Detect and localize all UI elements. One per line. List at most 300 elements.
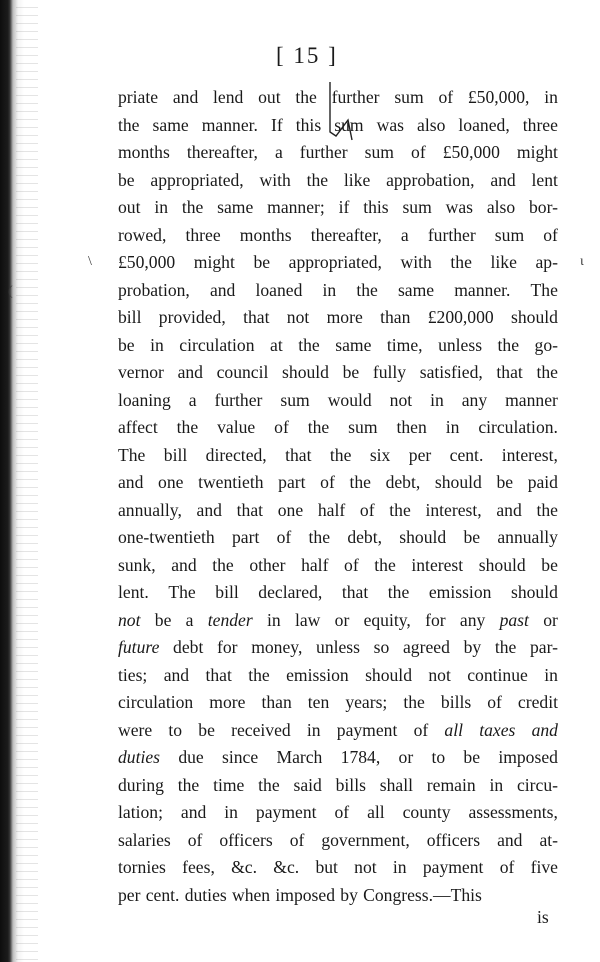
- word: and: [209, 279, 236, 300]
- word: rowed,: [118, 224, 167, 245]
- word: the: [497, 334, 520, 355]
- word: in: [544, 87, 558, 107]
- text-line: [118, 607, 558, 635]
- word: years;: [345, 692, 388, 712]
- word: ties;: [118, 664, 148, 685]
- word: in: [544, 664, 558, 685]
- word: payment: [422, 857, 484, 877]
- word: sum: [348, 417, 378, 437]
- word: manner;: [267, 197, 325, 217]
- word: that: [285, 444, 312, 465]
- text-line: [118, 442, 558, 470]
- word: payment: [336, 719, 398, 740]
- text-line: [118, 84, 558, 112]
- word: would: [327, 389, 372, 410]
- word: if: [338, 197, 350, 217]
- word: duties: [184, 884, 227, 905]
- word: should: [365, 664, 412, 685]
- text-line: [118, 112, 558, 140]
- word: in: [430, 389, 444, 410]
- word: in: [224, 802, 238, 822]
- word: shall: [379, 774, 413, 795]
- word: and: [118, 472, 144, 492]
- word: per: [408, 444, 432, 465]
- word: unless: [316, 637, 360, 657]
- word: If: [270, 114, 283, 135]
- word: the: [248, 664, 270, 685]
- word: due: [178, 747, 204, 767]
- word: assessments,: [468, 802, 558, 822]
- text-line: [118, 139, 558, 167]
- word: so: [373, 637, 390, 657]
- word: months: [118, 142, 170, 162]
- word: lend: [213, 87, 244, 107]
- word: imposed: [275, 884, 335, 905]
- word: of: [487, 692, 502, 712]
- margin-mark: ι: [580, 254, 584, 269]
- word: six: [369, 444, 391, 465]
- text-line: [118, 222, 558, 250]
- word: approbation,: [386, 169, 475, 190]
- word: thereafter,: [310, 224, 382, 245]
- word: bills: [335, 774, 366, 795]
- text-line: [118, 469, 558, 497]
- word: be: [118, 334, 135, 355]
- word: lent: [531, 169, 558, 190]
- word: paid: [527, 472, 558, 492]
- word: tornies: [118, 857, 166, 877]
- word: the: [307, 417, 330, 437]
- word: the: [450, 252, 472, 272]
- word: annually: [497, 527, 558, 547]
- word: go-: [534, 334, 558, 355]
- word: provided,: [158, 307, 226, 327]
- word: and: [497, 829, 523, 850]
- word: sum: [394, 87, 424, 107]
- word: at: [270, 334, 283, 355]
- word: out: [258, 87, 281, 107]
- word: manner.: [454, 279, 511, 300]
- word: in: [306, 719, 321, 740]
- word: government,: [321, 829, 410, 850]
- word: equity,: [363, 609, 411, 630]
- word: Congress.—This: [363, 884, 482, 905]
- word: circulation: [179, 334, 255, 355]
- word: any: [461, 389, 488, 410]
- word: be: [496, 472, 514, 492]
- text-line: [118, 332, 558, 360]
- word: the: [295, 87, 317, 107]
- word: that: [341, 582, 369, 602]
- word: The: [118, 444, 146, 465]
- word: should: [399, 527, 447, 547]
- word: thereafter,: [186, 142, 258, 162]
- text-line: [118, 277, 558, 305]
- word: emission: [286, 664, 349, 685]
- word: circulation: [118, 692, 194, 712]
- word: be: [463, 527, 481, 547]
- word: for: [425, 609, 446, 630]
- word: bills: [440, 692, 472, 712]
- word: be: [342, 362, 360, 382]
- word: at-: [539, 829, 558, 850]
- word: bill: [215, 582, 239, 602]
- word: probation,: [118, 279, 190, 300]
- word: out: [118, 197, 141, 217]
- text-line: [118, 359, 558, 387]
- word: of: [344, 554, 359, 575]
- word: a: [185, 609, 194, 630]
- word: same: [335, 334, 372, 355]
- text-line: [118, 552, 558, 580]
- word: lent.: [118, 582, 149, 602]
- word: of: [413, 719, 429, 740]
- word: should: [511, 307, 558, 327]
- word: and: [496, 499, 522, 520]
- text-line: [118, 579, 558, 607]
- word: also: [486, 197, 516, 217]
- word: further: [427, 224, 476, 245]
- word: that: [236, 499, 264, 520]
- word: same: [217, 197, 254, 217]
- word: in: [150, 334, 164, 355]
- word: in: [266, 609, 281, 630]
- word: further: [331, 87, 380, 107]
- word: £200,000: [427, 307, 494, 327]
- word: the: [308, 527, 331, 547]
- word: the: [494, 637, 517, 657]
- word: 1784,: [340, 747, 381, 767]
- word: in: [322, 279, 337, 300]
- word: not: [354, 857, 377, 877]
- word: five: [530, 857, 558, 877]
- text-line: [118, 249, 558, 277]
- word: bill: [163, 444, 188, 465]
- word: and: [196, 499, 222, 520]
- word: satisfied,: [419, 362, 483, 382]
- word: be: [541, 554, 558, 575]
- word: and: [177, 362, 203, 382]
- text-line: [118, 497, 558, 525]
- word: annually,: [118, 499, 182, 520]
- word: continue: [467, 664, 528, 685]
- word: three: [522, 114, 558, 135]
- word: The: [530, 279, 558, 300]
- word: the: [536, 499, 558, 520]
- word: circu-: [516, 774, 558, 795]
- word: county: [402, 802, 451, 822]
- word: the: [387, 582, 410, 602]
- word: in: [445, 417, 460, 437]
- word: that: [243, 307, 270, 327]
- word: received: [231, 719, 291, 740]
- word: more: [326, 307, 363, 327]
- text-line: [118, 414, 558, 442]
- word: the: [403, 692, 425, 712]
- word: might: [516, 142, 558, 162]
- word: agreed: [403, 637, 450, 657]
- word: law: [294, 609, 321, 630]
- word: of: [187, 829, 203, 850]
- text-line: [118, 634, 558, 662]
- margin-mark: \: [88, 254, 92, 269]
- word: than: [261, 692, 292, 712]
- word: past: [499, 609, 529, 630]
- word: this: [363, 197, 389, 217]
- word: not: [118, 609, 141, 630]
- word: remain: [426, 774, 476, 795]
- word: the: [306, 169, 329, 190]
- word: that: [205, 664, 232, 685]
- text-line: [118, 524, 558, 552]
- word: par-: [530, 637, 558, 657]
- word: &c.: [231, 857, 258, 877]
- word: unless: [438, 334, 483, 355]
- word: three: [185, 224, 221, 245]
- word: any: [459, 609, 486, 630]
- word: the: [258, 774, 280, 795]
- word: might: [193, 252, 235, 272]
- word: like: [490, 252, 517, 272]
- word: of: [274, 417, 289, 437]
- word: be: [253, 252, 271, 272]
- word: manner.: [201, 114, 258, 135]
- word: debt,: [347, 527, 383, 547]
- word: bill: [118, 307, 142, 327]
- text-line: [118, 167, 558, 195]
- text-line: [118, 304, 558, 332]
- word: were: [118, 719, 153, 740]
- word: a: [188, 389, 197, 410]
- word: &c.: [273, 857, 300, 877]
- word: fully: [372, 362, 407, 382]
- word: or: [334, 609, 350, 630]
- word: and: [490, 169, 516, 190]
- word: one: [277, 499, 304, 520]
- word: cent.: [145, 884, 180, 905]
- word: twentieth: [198, 472, 264, 492]
- word: the: [329, 444, 352, 465]
- word: was: [445, 197, 473, 217]
- word: emission: [428, 582, 492, 602]
- word: officers: [426, 829, 481, 850]
- word: the: [298, 334, 320, 355]
- word: or: [543, 609, 558, 630]
- word: interest,: [425, 499, 482, 520]
- word: affect: [118, 417, 158, 437]
- word: the: [356, 279, 378, 300]
- gutter-texture: [16, 0, 38, 962]
- word: manner: [505, 389, 558, 410]
- word: further: [299, 142, 348, 162]
- word: March: [276, 747, 323, 767]
- word: council: [216, 362, 269, 382]
- word: to: [431, 747, 446, 767]
- word: interest,: [501, 444, 558, 465]
- word: and: [172, 87, 199, 107]
- word: priate: [118, 87, 159, 107]
- word: like: [343, 169, 371, 190]
- word: all: [367, 802, 385, 822]
- word: months: [239, 224, 292, 245]
- text-line: [118, 662, 558, 690]
- word: ap-: [535, 252, 558, 272]
- word: cent.: [449, 444, 484, 465]
- word: part: [278, 472, 306, 492]
- text-line: [118, 744, 558, 772]
- word: interest: [411, 554, 464, 575]
- word: by: [340, 884, 358, 905]
- word: value: [217, 417, 256, 437]
- word: tender: [207, 609, 253, 630]
- text-line: [118, 827, 558, 855]
- word: the: [389, 499, 411, 520]
- word: loaning: [118, 389, 171, 410]
- word: the: [374, 554, 396, 575]
- text-line: [118, 689, 558, 717]
- word: taxes: [479, 719, 516, 740]
- word: during: [118, 774, 164, 795]
- word: fees,: [182, 857, 215, 877]
- word: be: [463, 747, 481, 767]
- word: time,: [386, 334, 423, 355]
- margin-mark: (: [8, 284, 13, 299]
- word: not: [428, 664, 451, 685]
- word: time: [213, 774, 245, 795]
- word: the: [212, 554, 234, 575]
- word: of: [359, 499, 375, 520]
- word: and: [531, 719, 558, 740]
- word: also: [417, 114, 446, 135]
- word: imposed: [498, 747, 558, 767]
- word: with: [400, 252, 432, 272]
- word: sum: [494, 224, 525, 245]
- word: sum: [364, 142, 394, 162]
- word: of: [438, 87, 454, 107]
- word: in: [489, 774, 504, 795]
- word: since: [222, 747, 259, 767]
- word: than: [380, 307, 411, 327]
- word: the: [181, 197, 204, 217]
- word: sunk,: [118, 554, 156, 575]
- word: appropriated,: [150, 169, 244, 190]
- word: of: [334, 802, 350, 822]
- word: £50,000: [442, 142, 500, 162]
- text-line: [118, 717, 558, 745]
- word: of: [276, 527, 292, 547]
- word: officers: [219, 829, 273, 850]
- word: one-twentieth: [118, 527, 215, 547]
- word: future: [118, 637, 160, 657]
- word: sum: [402, 197, 432, 217]
- word: should: [510, 582, 558, 602]
- word: or: [398, 747, 414, 767]
- word: of: [320, 472, 335, 492]
- word: and: [171, 554, 197, 575]
- text-line: [118, 799, 558, 827]
- word: a: [274, 142, 283, 162]
- word: half: [317, 499, 346, 520]
- catchword: is: [537, 907, 549, 927]
- word: should: [434, 472, 482, 492]
- word: this: [295, 114, 322, 135]
- word: be: [198, 719, 215, 740]
- text-line: [118, 854, 558, 882]
- word: same: [152, 114, 189, 135]
- word: to: [168, 719, 183, 740]
- word: not: [286, 307, 310, 327]
- word: in: [392, 857, 407, 877]
- word: in: [154, 197, 168, 217]
- word: salaries: [118, 829, 171, 850]
- word: of: [289, 829, 305, 850]
- word: by: [463, 637, 482, 657]
- word: further: [214, 389, 263, 410]
- word: debt: [173, 637, 204, 657]
- word: debt,: [385, 472, 421, 492]
- word: be: [118, 169, 135, 190]
- word: one: [158, 472, 184, 492]
- word: lation;: [118, 802, 163, 822]
- word: should: [478, 554, 526, 575]
- word: more: [209, 692, 246, 712]
- word: money,: [251, 637, 303, 657]
- word: with: [259, 169, 291, 190]
- word: was: [376, 114, 404, 135]
- word: circulation.: [478, 417, 558, 437]
- word: bor-: [529, 197, 558, 217]
- word: payment: [255, 802, 317, 822]
- word: duties: [118, 747, 161, 767]
- text-line: [118, 882, 558, 910]
- word: and: [180, 802, 207, 822]
- word: vernor: [118, 362, 164, 382]
- word: ten: [307, 692, 330, 712]
- word: the: [177, 774, 200, 795]
- word: of: [499, 857, 515, 877]
- page-number: [ 15 ]: [276, 43, 338, 68]
- word: the: [176, 417, 199, 437]
- word: other: [249, 554, 286, 575]
- word: appropriated,: [288, 252, 382, 272]
- word: £50,000,: [467, 87, 530, 107]
- word: declared,: [258, 582, 323, 602]
- word: The: [168, 582, 196, 602]
- word: loaned,: [458, 114, 510, 135]
- text-line: [118, 387, 558, 415]
- word: sum: [280, 389, 310, 410]
- word: and: [163, 664, 190, 685]
- word: of: [543, 224, 558, 245]
- word: credit: [517, 692, 558, 712]
- text-line: [118, 772, 558, 800]
- word: for: [217, 637, 238, 657]
- word: when: [232, 884, 271, 905]
- word: loaned: [255, 279, 303, 300]
- word: that: [496, 362, 523, 382]
- word: a: [400, 224, 409, 245]
- word: same: [397, 279, 435, 300]
- word: per: [118, 884, 141, 905]
- word: said: [293, 774, 322, 795]
- word: all: [444, 719, 463, 740]
- word: be: [154, 609, 172, 630]
- word: part: [232, 527, 260, 547]
- word: sum: [334, 114, 364, 135]
- word: of: [411, 142, 426, 162]
- body-text: [118, 84, 558, 909]
- word: half: [301, 554, 329, 575]
